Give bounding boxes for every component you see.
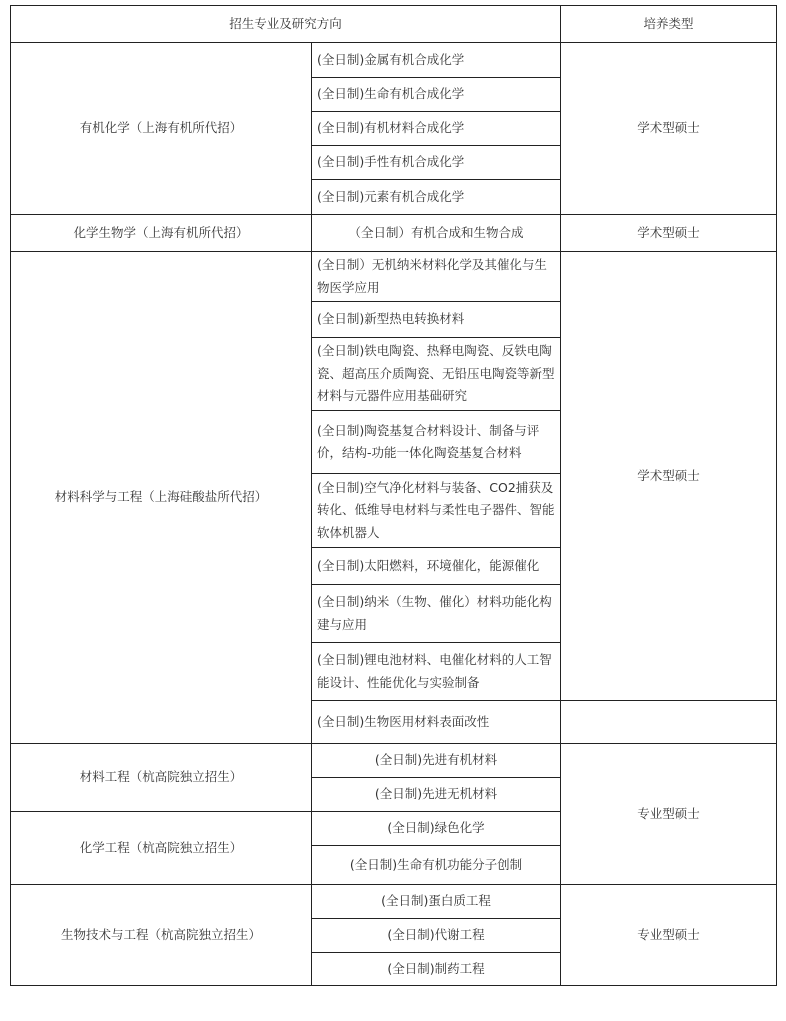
direction-text: (全日制)陶瓷基复合材料设计、制备与评价，结构-功能一体化陶瓷基复合材料 <box>317 422 540 460</box>
major-name: 化学生物学（上海有机所代招） <box>73 224 249 240</box>
direction-text: (全日制)新型热电转换材料 <box>317 311 465 327</box>
direction-text: (全日制)有机材料合成化学 <box>317 120 465 136</box>
direction-text: (全日制)太阳燃料，环境催化，能源催化 <box>317 557 540 573</box>
direction-text: (全日制)蛋白质工程 <box>381 893 491 909</box>
training-type: 学术型硕士 <box>637 120 700 136</box>
direction-text: (全日制)空气净化材料与装备、CO2捕获及转化、低维导电材料与柔性电子器件、智能软体机器人 <box>317 479 555 540</box>
direction-text: (全日制)铁电陶瓷、热释电陶瓷、反铁电陶瓷、超高压介质陶瓷、无铅压电陶瓷等新型材料与元器件应用基础研究 <box>317 343 555 404</box>
direction-text: (全日制)先进无机材料 <box>374 786 498 802</box>
direction-text: (全日制)先进有机材料 <box>374 752 498 768</box>
major-name: 化学工程（杭高院独立招生） <box>79 839 243 855</box>
direction-text: (全日制)锂电池材料、电催化材料的人工智能设计、性能优化与实验制备 <box>317 652 552 690</box>
direction-text: (全日制）无机纳米材料化学及其催化与生物医学应用 <box>317 257 547 295</box>
direction-text: (全日制)手性有机合成化学 <box>317 154 465 170</box>
training-type <box>560 700 777 744</box>
direction-text: (全日制)元素有机合成化学 <box>317 188 465 204</box>
direction-text: (全日制)生物医用材料表面改性 <box>317 713 490 729</box>
direction-text: (全日制)纳米（生物、催化）材料功能化构建与应用 <box>317 594 552 632</box>
header-major-direction: 招生专业及研究方向 <box>229 15 342 31</box>
direction-text: (全日制)生命有机功能分子创制 <box>349 856 523 872</box>
direction-text: (全日制)生命有机合成化学 <box>317 86 465 102</box>
training-type: 学术型硕士 <box>637 467 700 483</box>
major-name: 材料科学与工程（上海硅酸盐所代招） <box>54 489 268 505</box>
direction-text: (全日制)绿色化学 <box>387 820 485 836</box>
major-name: 有机化学（上海有机所代招） <box>79 120 243 136</box>
training-type: 学术型硕士 <box>637 224 700 240</box>
direction-text: （全日制）有机合成和生物合成 <box>348 224 524 240</box>
direction-text: (全日制)代谢工程 <box>387 927 485 943</box>
training-type: 专业型硕士 <box>637 926 700 942</box>
header-training-type: 培养类型 <box>643 15 694 31</box>
direction-text: (全日制)制药工程 <box>387 960 485 976</box>
major-name: 生物技术与工程（杭高院独立招生） <box>60 926 261 942</box>
training-type: 专业型硕士 <box>637 805 700 821</box>
major-name: 材料工程（杭高院独立招生） <box>79 769 243 785</box>
direction-text: (全日制)金属有机合成化学 <box>317 51 465 67</box>
